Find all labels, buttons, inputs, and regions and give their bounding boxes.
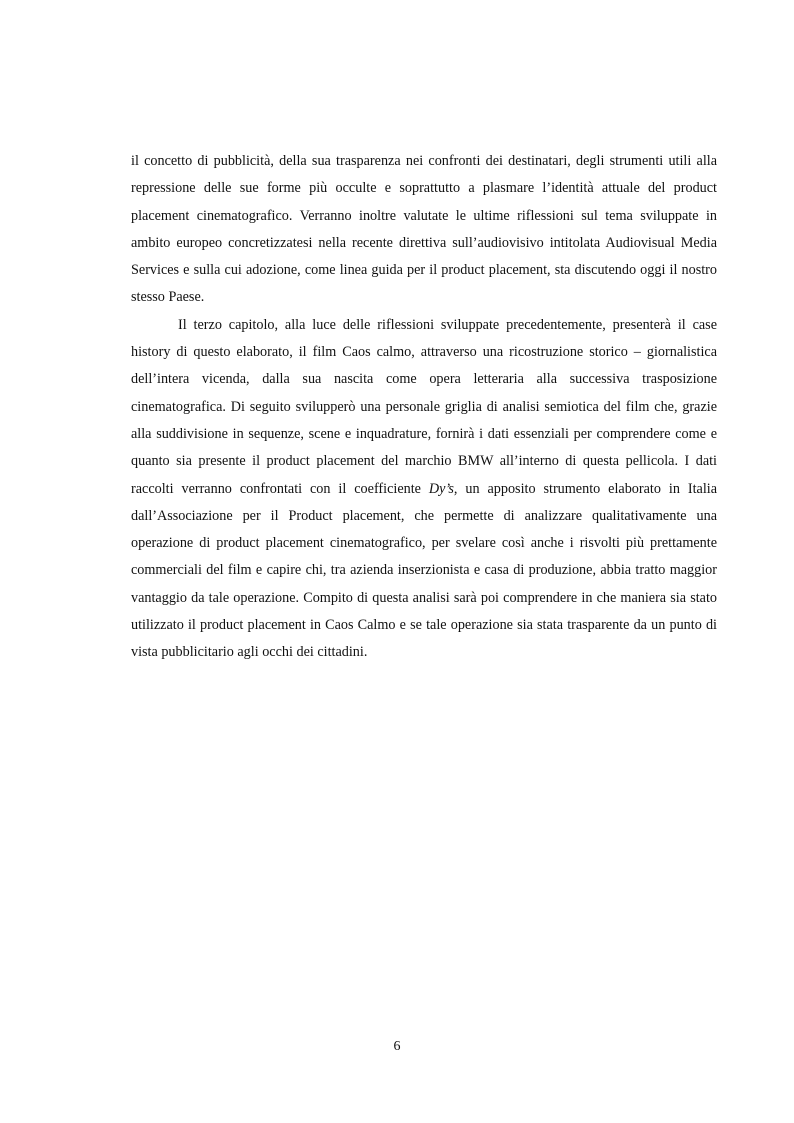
page-body xyxy=(131,148,717,667)
coefficient-term: Dy’s xyxy=(428,480,454,497)
paragraph-text-after-term: , un apposito strumento elaborato in Italia dall’Associazione per il Product placement, che permette di analizzare qualitativamente una operazione di product placement cinematografico, per svelare così anche i risvolti più prettamente commerciali del film e capire chi, tra azienda inserzionista e casa di produzione, abbia tratto maggior vantaggio da tale operazione. Compito di questa analisi sarà poi comprendere in che maniera sia stato utilizzato il product placement in Caos Calmo e se tale operazione sia stata trasparente da un punto di vista pubblicitario agli occhi dei cittadini. xyxy=(131,480,717,661)
paragraph-chapter-two-summary xyxy=(131,148,717,312)
paragraph-chapter-three-summary xyxy=(131,312,717,667)
paragraph-text-before-term: Il terzo capitolo, alla luce delle riflessioni sviluppate precedentemente, presenterà il case history di questo elaborato, il film Caos calmo, attraverso una ricostruzione storico – giornalistica dell’intera vicenda, dalla sua nascita come opera letteraria alla successiva trasposizione cinematografica. Di seguito svilupperò una personale griglia di analisi semiotica del film che, grazie alla suddivisione in sequenze, scene e inquadrature, fornirà i dati essenziali per comprendere come e quanto sia presente il product placement del marchio BMW all’interno di questa pellicola. I dati raccolti verranno confrontati con il coefficiente xyxy=(131,316,717,497)
page-number: 6 xyxy=(393,1039,401,1054)
paragraph-text: il concetto di pubblicità, della sua trasparenza nei confronti dei destinatari, degli strumenti utili alla repressione delle sue forme più occulte e soprattutto a plasmare l’identità attuale del product placement cinematografico. Verranno inoltre valutate le ultime riflessioni sul tema sviluppate in ambito europeo concretizzatesi nella recente direttiva sull’audiovisivo intitolata Audiovisual Media Services e sulla cui adozione, come linea guida per il product placement, sta discutendo oggi il nostro stesso Paese. xyxy=(131,153,717,306)
